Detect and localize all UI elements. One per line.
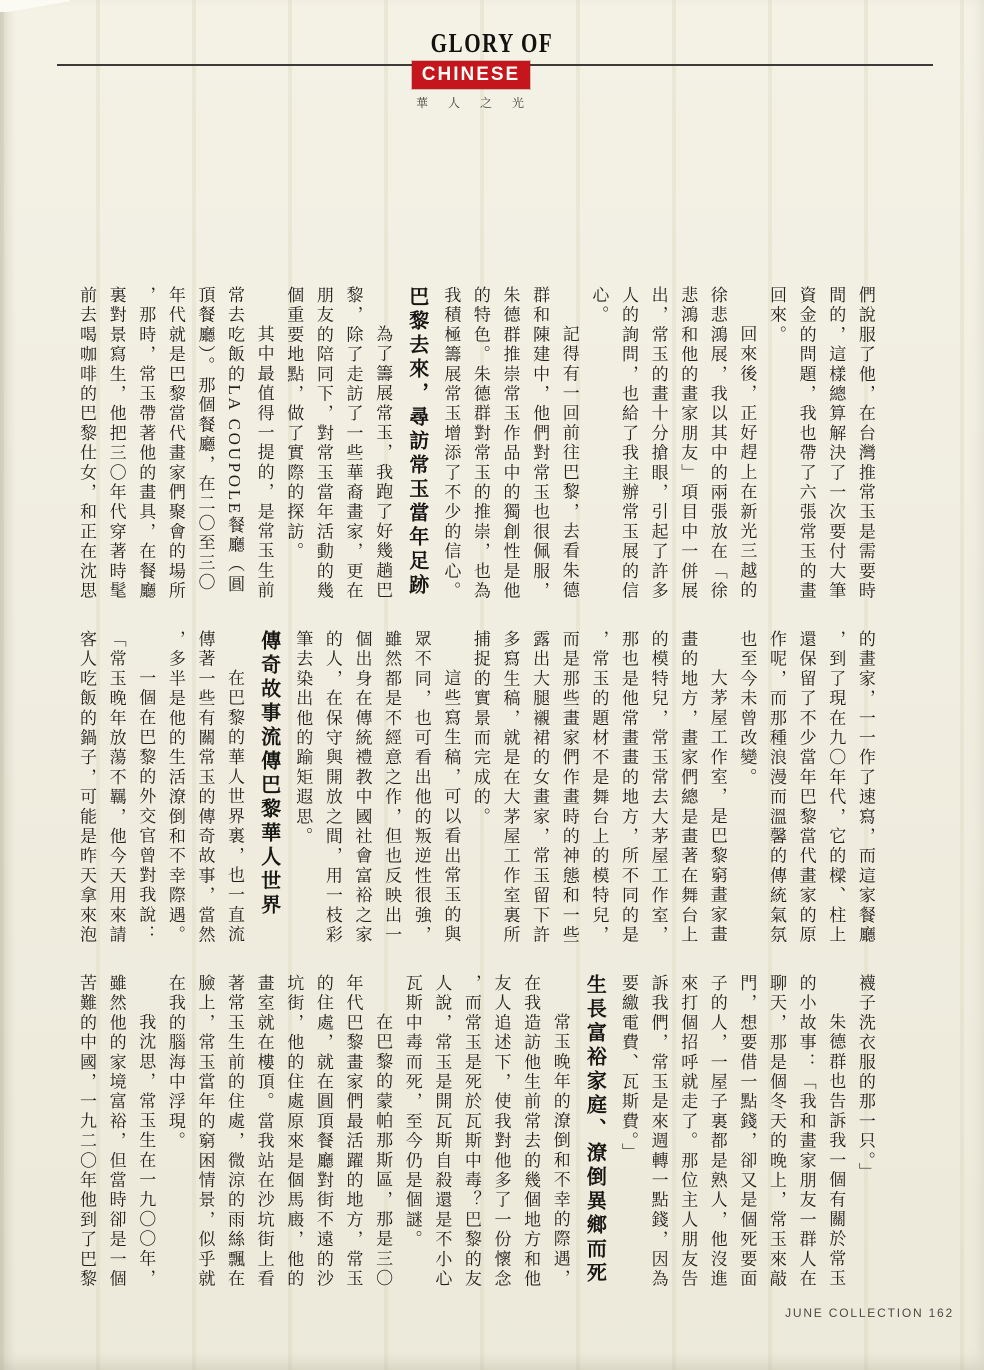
text-column: ，那時，常玉帶著他的畫具，在餐廳 bbox=[136, 286, 156, 602]
text-column: 苦難的中國，一九二〇年他到了巴黎 bbox=[77, 974, 96, 1290]
text-column: 的住處，就在圓頂餐廳對街不遠的沙 bbox=[313, 974, 333, 1290]
text-column: 子的人，一屋子裏都是熟人，他沒進 bbox=[707, 974, 727, 1290]
text-column: 人的詢問，也給了我主辦常玉展的信 bbox=[618, 286, 638, 602]
text-column: 常玉晚年的潦倒和不幸的際遇， bbox=[550, 1013, 570, 1289]
text-column: ，多半是他的生活潦倒和不幸際遇。 bbox=[165, 630, 185, 946]
text-column: 裏對景寫生，他把三〇年代穿著時髦 bbox=[106, 286, 126, 602]
text-column: 來打個招呼就走了。那位主人朋友告 bbox=[678, 974, 698, 1290]
text-column: 個出身在傳統禮教中國社會富裕之家 bbox=[352, 630, 372, 946]
text-column: 筆去染出他的踰矩遐思。 bbox=[293, 630, 313, 847]
text-column: 其中最值得一提的，是常玉生前 bbox=[254, 325, 274, 601]
article-band-bottom bbox=[78, 974, 874, 1290]
text-column: 雖然他的家境富裕，但當時卻是一個 bbox=[106, 974, 126, 1290]
text-column: ，到了現在九〇年代，它的樑、柱上 bbox=[826, 630, 846, 946]
text-column: 聊天，那是個冬天的晚上，常玉來敲 bbox=[767, 974, 787, 1290]
text-column: 露出大腿襯裙的女畫家，常玉留下許 bbox=[530, 630, 550, 946]
text-column: 大茅屋工作室，是巴黎窮畫家畫 bbox=[707, 669, 727, 945]
text-column: 而是那些畫家們作畫時的神態和一些 bbox=[559, 630, 579, 946]
text-column: 徐悲鴻展，我以其中的兩張放在「徐 bbox=[707, 286, 727, 602]
text-column: 多寫生稿，就是在大茅屋工作室裏所 bbox=[500, 630, 520, 946]
logo-glory-text: GLORY OF bbox=[430, 28, 554, 58]
text-column: 的人，在保守與開放之間，用一枝彩 bbox=[322, 630, 342, 946]
text-column: 資金的問題，我也帶了六張常玉的畫 bbox=[796, 286, 816, 602]
text-column: 年代巴黎畫家們最活躍的地方，常玉 bbox=[343, 974, 363, 1290]
text-column: 在巴黎的蒙帕那斯區，那是三〇 bbox=[373, 1013, 393, 1289]
text-column: 訴我們，常玉是來週轉一點錢，因為 bbox=[648, 974, 668, 1290]
text-column: 前去喝咖啡的巴黎仕女，和正在沈思 bbox=[77, 286, 96, 602]
text-column: 常去吃飯的LA COUPOLE餐廳（圓 bbox=[225, 286, 245, 595]
text-column: 眾不同，也可看出他的叛逆性很強， bbox=[411, 630, 431, 946]
text-column: 一個在巴黎的外交官曾對我說： bbox=[136, 669, 156, 945]
text-column: 記得有一回前往巴黎，去看朱德 bbox=[559, 325, 579, 601]
text-column: 襪子洗衣服的那一只。」 bbox=[855, 974, 875, 1183]
text-column: 畫室就在樓頂。當我站在沙坑街上看 bbox=[254, 974, 274, 1290]
text-column: 捕捉的實景而完成的。 bbox=[470, 630, 490, 827]
article-band-top bbox=[78, 286, 874, 602]
text-column: 著常玉生前的住處，微涼的雨絲飄在 bbox=[225, 974, 245, 1290]
text-column: 朱德群推崇常玉作品中的獨創性是他 bbox=[500, 286, 520, 602]
text-column: 傳著一些有關常玉的傳奇故事，當然 bbox=[195, 630, 215, 946]
text-column: 的特色。朱德群對常玉的推崇，也為 bbox=[470, 286, 490, 602]
text-column: 黎，除了走訪了一些華裔畫家，更在 bbox=[343, 286, 363, 602]
text-column: 雖然都是不經意之作，但也反映出一 bbox=[382, 630, 402, 946]
text-column: 我積極籌展常玉增添了不少的信心。 bbox=[441, 286, 461, 602]
text-column: 個重要地點，做了實際的探訪。 bbox=[284, 286, 304, 562]
text-column: 心。 bbox=[589, 286, 609, 326]
text-column: 要繳電費、瓦斯費。」 bbox=[618, 974, 638, 1163]
text-column: ，常玉的題材不是舞台上的模特兒， bbox=[589, 630, 609, 946]
text-column: 那也是他常畫畫的地方，所不同的是 bbox=[618, 630, 638, 946]
section-heading: 生長富裕家庭、潦倒異鄉而死 bbox=[583, 974, 606, 1286]
text-column: 回來後，正好趕上在新光三越的 bbox=[737, 325, 757, 601]
logo-subtitle: 華人之光 bbox=[416, 96, 545, 110]
text-column: 在我的腦海中浮現。 bbox=[165, 974, 185, 1152]
text-column: 坑街，他的住處原來是個馬廄，他的 bbox=[284, 974, 304, 1290]
text-column: 「常玉晚年放蕩不羈，他今天用來請 bbox=[106, 630, 126, 946]
text-column: 的畫家，一一作了速寫，而這家餐廳 bbox=[855, 630, 875, 946]
text-column: 間的，這樣總算解決了一次要付大筆 bbox=[826, 286, 846, 602]
text-column: 畫的地方，畫家們總是畫著在舞台上 bbox=[678, 630, 698, 946]
section-heading: 傳奇故事流傳巴黎華人世界 bbox=[257, 630, 280, 918]
text-column: 悲鴻和他的畫家朋友」項目中一併展 bbox=[678, 286, 698, 602]
text-column: 年代就是巴黎當代畫家們聚會的場所 bbox=[165, 286, 185, 602]
text-column: 人說，常玉是開瓦斯自殺還是不小心 bbox=[432, 974, 452, 1290]
text-column: 門，想要借一點錢，卻又是個死要面 bbox=[737, 974, 757, 1290]
section-heading: 巴黎去來，尋訪常玉當年足跡 bbox=[405, 286, 428, 598]
text-column: 也至今未曾改變。 bbox=[737, 630, 757, 788]
text-column: 友人追述下，使我對他多了一份懷念 bbox=[491, 974, 511, 1290]
text-column: 朋友的陪同下，對常玉當年活動的幾 bbox=[313, 286, 333, 602]
text-column: 們說服了他，在台灣推常玉是需要時 bbox=[855, 286, 875, 602]
text-column: 為了籌展常玉，我跑了好幾趟巴 bbox=[373, 325, 393, 601]
text-column: 出，常玉的畫十分搶眼，引起了許多 bbox=[648, 286, 668, 602]
text-column: 在巴黎的華人世界裏，也一直流 bbox=[225, 669, 245, 945]
text-column: 的模特兒，常玉常去大茅屋工作室， bbox=[648, 630, 668, 946]
text-column: 的小故事：「我和畫家朋友一群人在 bbox=[796, 974, 816, 1290]
text-column: 還保留了不少當年巴黎當代畫家的原 bbox=[796, 630, 816, 946]
text-column: 群和陳建中，他們對常玉也很佩服， bbox=[530, 286, 550, 602]
text-column: 臉上，常玉當年的窮困情景，似乎就 bbox=[195, 974, 215, 1290]
text-column: 我沈思，常玉生在一九〇〇年， bbox=[136, 1013, 156, 1289]
text-column: 頂餐廳）。那個餐廳，在二〇至三〇 bbox=[195, 286, 215, 593]
text-column: ，而常玉是死於瓦斯中毒？巴黎的友 bbox=[461, 974, 481, 1290]
text-column: 這些寫生稿，可以看出常玉的與 bbox=[441, 669, 461, 945]
text-column: 回來。 bbox=[767, 286, 787, 346]
text-column: 在我造訪他生前常去的幾個地方和他 bbox=[521, 974, 541, 1290]
text-column: 瓦斯中毒而死，至今仍是個謎。 bbox=[402, 974, 422, 1250]
page-footer-label: JUNE COLLECTION 162 bbox=[785, 1306, 954, 1320]
text-column: 客人吃飯的鍋子，可能是昨天拿來泡 bbox=[77, 630, 96, 946]
logo-chinese-box: CHINESE bbox=[412, 61, 530, 89]
masthead bbox=[0, 0, 984, 130]
article-band-middle bbox=[78, 630, 874, 946]
text-column: 作呢，而那種浪漫而溫馨的傳統氣氛 bbox=[767, 630, 787, 946]
text-column: 朱德群也告訴我一個有關於常玉 bbox=[826, 1013, 846, 1289]
